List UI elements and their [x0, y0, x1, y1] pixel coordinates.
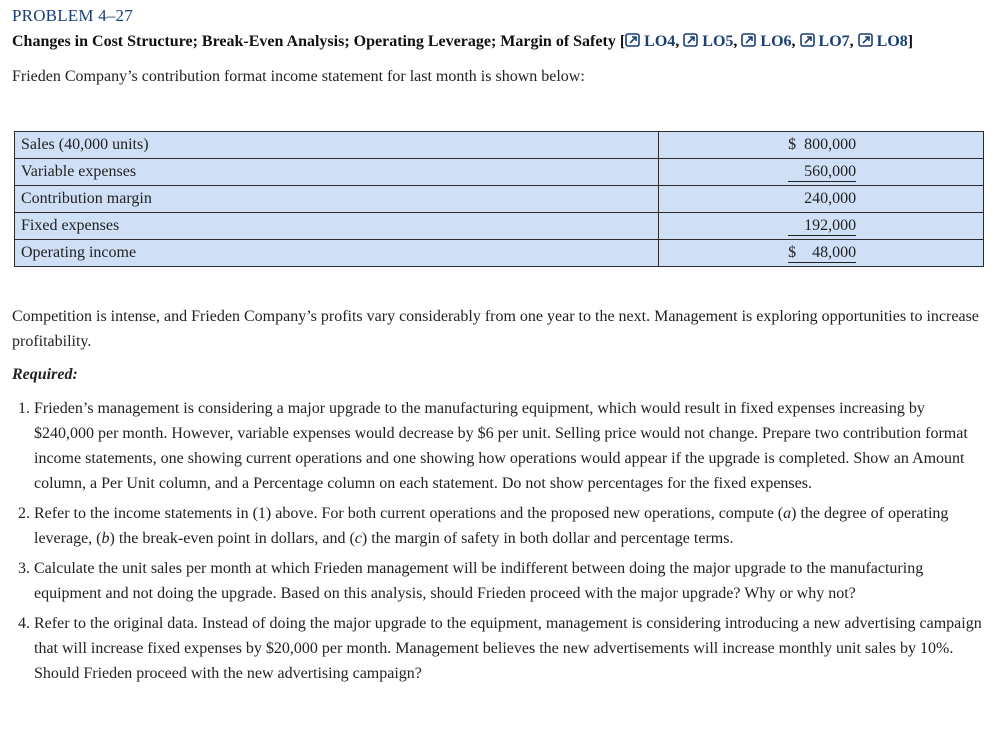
- learning-objective-lo4[interactable]: [625, 33, 675, 50]
- problem-number: PROBLEM 4–27: [12, 6, 133, 25]
- list-item: [12, 501, 984, 551]
- row-label: Fixed expenses: [15, 213, 659, 240]
- item-text: Calculate the unit sales per month at which Frieden management will be indifferent between doing the major upgrade to the manufacturing equipment and not doing the upgrade. Based on this analysis, should Frieden proceed with the major upgrade? Why or why not?: [34, 560, 924, 602]
- dollar-sign: $: [788, 136, 797, 153]
- lo-label: LO7: [818, 33, 850, 50]
- list-item: [12, 556, 984, 606]
- part-letter-c: c: [354, 530, 362, 547]
- item-number: 3.: [18, 560, 30, 577]
- table-row: [15, 159, 984, 186]
- intro-text: Frieden Company’s contribution format income statement for last month is shown below:: [12, 68, 585, 85]
- external-link-icon: [741, 33, 756, 47]
- row-amount-cell: [659, 159, 984, 186]
- item-text-part: Refer to the income statements in (1) above. For both current operations and the proposed new operations, compute (: [34, 505, 784, 522]
- amount-number: 560,000: [804, 162, 857, 180]
- item-number: 2.: [18, 505, 30, 522]
- part-letter-a: a: [783, 505, 792, 522]
- amount-number: 48,000: [812, 243, 857, 261]
- problem-title: [12, 33, 913, 51]
- row-amount-cell: [659, 240, 984, 267]
- learning-objective-lo5[interactable]: [683, 33, 733, 50]
- row-amount-cell: [659, 213, 984, 240]
- lo-separator: ,: [849, 33, 858, 50]
- amount-value: [788, 136, 856, 154]
- external-link-icon: [858, 33, 873, 47]
- lo-separator: ,: [791, 33, 800, 50]
- item-text-part: ) the break-even point in dollars, and (: [109, 530, 355, 547]
- row-label: Contribution margin: [15, 186, 659, 213]
- item-number: 1.: [18, 400, 30, 417]
- income-statement-table: [14, 131, 984, 267]
- table-row: [15, 132, 984, 159]
- row-label: Sales (40,000 units): [15, 132, 659, 159]
- external-link-icon: [625, 33, 640, 47]
- item-text: Frieden’s management is considering a major upgrade to the manufacturing equipment, which would result in fixed expenses increasing by $240,000 per month. However, variable expenses would decrease by $6 per unit. Selling price would not change. Prepare two contribution format income statements, one showing current operations and one showing how operations would appear if the upgrade is completed. Show an Amount column, a Per Unit column, and a Percentage column on each statement. Do not show percentages for the fixed expenses.: [34, 400, 968, 492]
- item-text-part: ) the margin of safety in both dollar and percentage terms.: [361, 530, 734, 547]
- amount-number: 240,000: [804, 190, 857, 207]
- row-amount-cell: [659, 132, 984, 159]
- table-row: [15, 213, 984, 240]
- amount-number: 192,000: [804, 216, 857, 234]
- amount-number: 800,000: [804, 136, 857, 153]
- learning-objective-lo7[interactable]: [800, 33, 850, 50]
- dollar-sign: $: [788, 243, 797, 261]
- row-amount-cell: [659, 186, 984, 213]
- problem-title-end: ]: [907, 33, 914, 50]
- lo-label: LO5: [702, 33, 734, 50]
- list-item: [12, 611, 984, 686]
- item-number: 4.: [18, 615, 30, 632]
- item-text-part: ) the degree of operating leverage, (: [34, 505, 949, 547]
- item-text: [34, 505, 948, 547]
- lo-separator: ,: [675, 33, 684, 50]
- lo-label: LO4: [644, 33, 676, 50]
- amount-value: [788, 217, 856, 236]
- row-label: Operating income: [15, 240, 659, 267]
- lo-label: LO8: [876, 33, 908, 50]
- amount-value: [788, 244, 856, 263]
- list-item: [12, 396, 984, 496]
- competition-paragraph: Competition is intense, and Frieden Company’s profits vary considerably from one year to the next. Management is exploring opportunities to increase profitability.: [12, 308, 979, 350]
- amount-value: [788, 163, 856, 182]
- part-letter-b: b: [101, 530, 110, 547]
- external-link-icon: [683, 33, 698, 47]
- requirements-list: [12, 396, 984, 691]
- required-heading: Required:: [12, 366, 78, 383]
- problem-title-text: Changes in Cost Structure; Break-Even Analysis; Operating Leverage; Margin of Safety [: [12, 33, 626, 50]
- external-link-icon: [800, 33, 815, 47]
- table-row: [15, 240, 984, 267]
- row-label: Variable expenses: [15, 159, 659, 186]
- lo-label: LO6: [760, 33, 792, 50]
- learning-objective-lo8[interactable]: [858, 33, 908, 50]
- learning-objective-lo6[interactable]: [741, 33, 791, 50]
- lo-separator: ,: [733, 33, 742, 50]
- amount-value: [788, 190, 856, 208]
- item-text: Refer to the original data. Instead of doing the major upgrade to the equipment, management is considering introducing a new advertising campaign that will increase fixed expenses by $20,000 per month. Management believes the new advertisements will increase monthly unit sales by 10%. Should Frieden proceed with the new advertising campaign?: [34, 615, 982, 682]
- table-row: [15, 186, 984, 213]
